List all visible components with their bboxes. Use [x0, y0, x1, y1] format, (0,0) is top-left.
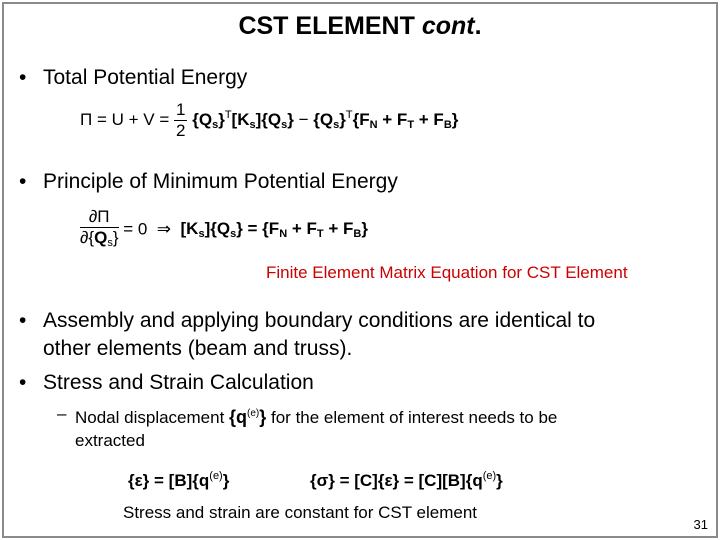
bullet-text: Stress and Strain Calculation	[43, 371, 314, 394]
title-tail: .	[474, 12, 482, 40]
bullet-text-line1: Assembly and applying boundary conditions are identical to	[43, 309, 596, 332]
slide-title	[0, 12, 720, 41]
title-italic: cont	[421, 12, 475, 40]
bullet-stress-strain-calculation	[19, 369, 314, 397]
bullet-text: Total Potential Energy	[43, 66, 248, 89]
equation-total-potential-energy: Π = U + V = $\frac{1}{2}$ $\{Q_s\}^T[K_s]\{Q_s\} - \{Q_s\}^T\{F_N + F_T + F_B\}$	[80, 100, 459, 140]
page-number: 31	[693, 517, 708, 532]
bullet-dot: •	[19, 66, 27, 89]
title-main: CST ELEMENT	[238, 12, 415, 40]
sub-bullet-dash: –	[57, 404, 67, 423]
bullet-dot: •	[19, 170, 27, 193]
fraction-partial-derivative: $\frac{\partial\Pi}{\partial\{Q_s\}}$	[80, 207, 119, 249]
fe-matrix-equation-note: Finite Element Matrix Equation for CST Element	[266, 263, 628, 282]
sub-bullet-nodal-displacement: – Nodal displacement $\{q^{(e)}\}$ for the element of interest needs to be extracted	[57, 404, 558, 450]
bullet-text: Principle of Minimum Potential Energy	[43, 170, 398, 193]
bullet-total-potential-energy	[19, 64, 248, 92]
bullet-minimum-potential-energy	[19, 168, 398, 196]
bullet-assembly-boundary-conditions	[19, 307, 596, 363]
bullet-dot: •	[19, 309, 27, 332]
bullet-dot: •	[19, 371, 27, 394]
equation-minimum-potential-energy: $\frac{\partial\Pi}{\partial\{Q_s\}}$ = 0 ⇒ $[K_s]\{Q_s\} = \{F_N + F_T + F_B\}$	[80, 207, 368, 253]
fraction-one-half: $\frac{1}{2}$	[176, 100, 186, 140]
equation-stress: $\{\sigma\} = [C]\{\varepsilon\} = [C][B]\{q^{(e)}\}$	[310, 470, 503, 490]
equation-strain: $\{\varepsilon\} = [B]\{q^{(e)}\}$	[128, 470, 230, 490]
stress-strain-constant-caption: Stress and strain are constant for CST element	[123, 503, 478, 522]
bullet-text-line2: other elements (beam and truss).	[43, 337, 353, 360]
